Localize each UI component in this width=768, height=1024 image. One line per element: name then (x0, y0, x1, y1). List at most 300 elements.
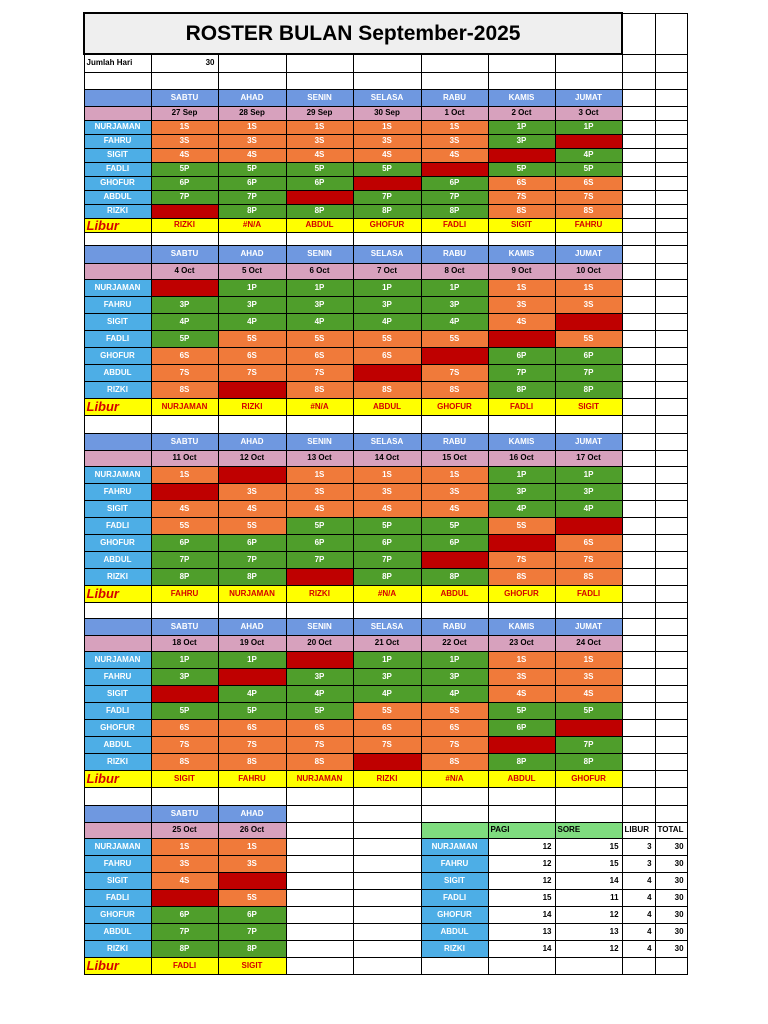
empty-cell (622, 585, 655, 602)
shift-cell: 8P (555, 753, 622, 770)
empty-cell (622, 279, 655, 296)
date-cell: 19 Oct (218, 635, 286, 651)
empty-cell (655, 279, 687, 296)
date-cell: 2 Oct (488, 106, 555, 120)
shift-cell: 3P (286, 296, 353, 313)
table-row (84, 838, 687, 855)
empty-cell (655, 176, 687, 190)
summary-total: 30 (655, 923, 687, 940)
date-cell: 7 Oct (353, 263, 421, 279)
empty-cell (622, 551, 655, 568)
empty-cell (655, 450, 687, 466)
empty-cell (655, 618, 687, 635)
shift-cell: 5P (286, 162, 353, 176)
shift-cell: 4P (353, 313, 421, 330)
shift-cell: 1P (218, 651, 286, 668)
libur-label: Libur (84, 770, 151, 787)
date-cell: 9 Oct (488, 263, 555, 279)
shift-cell: 8P (151, 940, 218, 957)
summary-libur: 4 (622, 872, 655, 889)
date-cell: 28 Sep (218, 106, 286, 120)
summary-sore: 12 (555, 906, 622, 923)
empty-cell (286, 855, 353, 872)
summary-libur: 4 (622, 906, 655, 923)
day-header: SENIN (286, 618, 353, 635)
empty-cell (421, 415, 488, 433)
staff-name: SIGIT (84, 148, 151, 162)
table-row (84, 923, 687, 940)
empty-cell (655, 517, 687, 534)
empty-cell (353, 872, 421, 889)
staff-name: NURJAMAN (84, 838, 151, 855)
shift-cell: 3S (353, 483, 421, 500)
off-cell (421, 551, 488, 568)
off-cell (555, 313, 622, 330)
empty-cell (286, 923, 353, 940)
empty-cell (488, 787, 555, 805)
empty-cell (655, 702, 687, 719)
shift-cell: 6S (151, 719, 218, 736)
empty-cell (286, 940, 353, 957)
shift-cell: 3P (286, 668, 353, 685)
staff-name: FADLI (84, 162, 151, 176)
shift-cell: 5S (218, 517, 286, 534)
libur-label: Libur (84, 957, 151, 974)
table-row (84, 685, 687, 702)
empty-cell (421, 232, 488, 245)
empty-cell (622, 162, 655, 176)
empty-cell (84, 415, 151, 433)
staff-name: FAHRU (84, 855, 151, 872)
shift-cell: 1P (218, 279, 286, 296)
summary-pagi: 12 (488, 838, 555, 855)
empty-cell (286, 906, 353, 923)
day-header-row (84, 245, 687, 263)
empty-cell (655, 54, 687, 72)
empty-cell (622, 218, 655, 232)
libur-label: Libur (84, 585, 151, 602)
shift-cell: 8P (555, 381, 622, 398)
empty-cell (655, 120, 687, 134)
day-header: SABTU (151, 433, 218, 450)
day-header: SABTU (151, 245, 218, 263)
empty-cell (655, 134, 687, 148)
empty-cell (655, 263, 687, 279)
off-cell (421, 162, 488, 176)
summary-sore: 13 (555, 923, 622, 940)
table-row (84, 668, 687, 685)
empty-cell (622, 232, 655, 245)
shift-cell: 1P (488, 466, 555, 483)
staff-name: FAHRU (84, 483, 151, 500)
day-header-row (84, 433, 687, 450)
shift-cell: 8S (218, 753, 286, 770)
date-cell: 12 Oct (218, 450, 286, 466)
staff-name: SIGIT (84, 500, 151, 517)
libur-cell: FADLI (421, 218, 488, 232)
shift-cell: 1S (555, 279, 622, 296)
shift-cell: 3S (218, 483, 286, 500)
libur-cell: #N/A (286, 398, 353, 415)
shift-cell: 1S (151, 838, 218, 855)
summary-header-libur: LIBUR (622, 822, 655, 838)
off-cell (488, 330, 555, 347)
shift-cell: 1P (555, 120, 622, 134)
shift-cell: 3S (421, 483, 488, 500)
shift-cell: 4P (286, 685, 353, 702)
date-cell: 24 Oct (555, 635, 622, 651)
table-row (84, 500, 687, 517)
shift-cell: 5S (421, 330, 488, 347)
shift-cell: 5S (353, 330, 421, 347)
empty-cell (655, 551, 687, 568)
shift-cell: 7P (218, 190, 286, 204)
shift-cell: 1P (488, 120, 555, 134)
date-cell: 8 Oct (421, 263, 488, 279)
table-row (84, 364, 687, 381)
libur-cell: FADLI (488, 398, 555, 415)
shift-cell: 4S (151, 148, 218, 162)
shift-cell: 4S (218, 148, 286, 162)
empty-cell (353, 889, 421, 906)
empty-cell (622, 54, 655, 72)
shift-cell: 5P (286, 702, 353, 719)
shift-cell: 8S (488, 568, 555, 585)
libur-cell: ABDUL (286, 218, 353, 232)
shift-cell: 4S (151, 872, 218, 889)
empty-cell (622, 787, 655, 805)
summary-header-pagi: PAGI (488, 822, 555, 838)
shift-cell: 6S (151, 347, 218, 364)
empty-cell (655, 568, 687, 585)
empty-cell (655, 635, 687, 651)
date-cell: 26 Oct (218, 822, 286, 838)
date-cell: 25 Oct (151, 822, 218, 838)
shift-cell: 8P (421, 204, 488, 218)
empty-cell (286, 957, 353, 974)
shift-cell: 5S (488, 517, 555, 534)
empty-cell (622, 313, 655, 330)
off-cell (218, 381, 286, 398)
jumlah-hari-row (84, 54, 687, 72)
shift-cell: 7P (151, 551, 218, 568)
empty-cell (655, 313, 687, 330)
empty-cell (286, 838, 353, 855)
libur-cell: SIGIT (151, 770, 218, 787)
empty-cell (488, 72, 555, 89)
table-row (84, 534, 687, 551)
empty-cell (622, 805, 655, 822)
shift-cell: 7S (353, 736, 421, 753)
summary-name: GHOFUR (421, 906, 488, 923)
shift-cell: 3P (151, 668, 218, 685)
table-row (84, 381, 687, 398)
shift-cell: 6S (218, 347, 286, 364)
staff-name: RIZKI (84, 940, 151, 957)
staff-name: SIGIT (84, 685, 151, 702)
off-cell (151, 483, 218, 500)
shift-cell: 5P (151, 702, 218, 719)
staff-name: FAHRU (84, 134, 151, 148)
shift-cell: 3S (151, 134, 218, 148)
shift-cell: 6S (353, 719, 421, 736)
shift-cell: 1S (353, 120, 421, 134)
shift-cell: 3S (286, 483, 353, 500)
empty-cell (622, 13, 655, 54)
empty-cell (622, 398, 655, 415)
day-header: AHAD (218, 433, 286, 450)
table-row (84, 466, 687, 483)
shift-cell: 1P (421, 651, 488, 668)
empty-cell (622, 736, 655, 753)
shift-cell: 8S (555, 568, 622, 585)
libur-cell: SIGIT (555, 398, 622, 415)
table-row (84, 517, 687, 534)
empty-cell (353, 923, 421, 940)
shift-cell: 4P (353, 685, 421, 702)
shift-cell: 7P (151, 190, 218, 204)
off-cell (488, 148, 555, 162)
shift-cell: 6P (151, 906, 218, 923)
empty-cell (151, 72, 218, 89)
shift-cell: 6P (286, 176, 353, 190)
libur-cell: SIGIT (488, 218, 555, 232)
empty-cell (421, 787, 488, 805)
shift-cell: 5P (421, 517, 488, 534)
empty-cell (286, 415, 353, 433)
shift-cell: 7P (353, 551, 421, 568)
shift-cell: 1S (488, 651, 555, 668)
shift-cell: 1S (421, 466, 488, 483)
libur-cell: GHOFUR (353, 218, 421, 232)
empty-cell (286, 889, 353, 906)
shift-cell: 7S (488, 190, 555, 204)
date-cell: 4 Oct (151, 263, 218, 279)
shift-cell: 3P (151, 296, 218, 313)
date-row (84, 822, 687, 838)
table-row (84, 347, 687, 364)
empty-cell (622, 245, 655, 263)
shift-cell: 4S (488, 685, 555, 702)
shift-cell: 3P (488, 134, 555, 148)
date-cell: 18 Oct (151, 635, 218, 651)
spacer-row (84, 232, 687, 245)
libur-cell: FADLI (555, 585, 622, 602)
empty-cell (84, 787, 151, 805)
shift-cell: 5P (555, 702, 622, 719)
empty-cell (353, 72, 421, 89)
libur-cell: GHOFUR (555, 770, 622, 787)
date-corner (84, 635, 151, 651)
empty-cell (555, 805, 622, 822)
date-cell: 3 Oct (555, 106, 622, 120)
shift-cell: 1S (421, 120, 488, 134)
shift-cell: 6P (218, 176, 286, 190)
table-row (84, 134, 687, 148)
day-header-row (84, 618, 687, 635)
empty-cell (655, 72, 687, 89)
table-row (84, 176, 687, 190)
table-row (84, 855, 687, 872)
libur-cell: GHOFUR (421, 398, 488, 415)
table-row (84, 906, 687, 923)
empty-cell (622, 534, 655, 551)
empty-cell (286, 822, 353, 838)
empty-cell (555, 602, 622, 618)
date-cell: 17 Oct (555, 450, 622, 466)
empty-cell (218, 232, 286, 245)
shift-cell: 4S (286, 148, 353, 162)
empty-cell (655, 232, 687, 245)
shift-cell: 5S (353, 702, 421, 719)
table-row (84, 702, 687, 719)
staff-name: RIZKI (84, 753, 151, 770)
staff-name: NURJAMAN (84, 279, 151, 296)
day-header-corner (84, 805, 151, 822)
day-header: JUMAT (555, 618, 622, 635)
summary-libur: 4 (622, 940, 655, 957)
day-header: KAMIS (488, 245, 555, 263)
empty-cell (655, 89, 687, 106)
empty-cell (218, 787, 286, 805)
empty-cell (655, 500, 687, 517)
shift-cell: 6S (353, 347, 421, 364)
day-header: AHAD (218, 618, 286, 635)
shift-cell: 3P (353, 668, 421, 685)
empty-cell (286, 54, 353, 72)
shift-cell: 5P (353, 517, 421, 534)
empty-cell (655, 13, 687, 54)
staff-name: ABDUL (84, 190, 151, 204)
shift-cell: 7P (555, 736, 622, 753)
day-header: JUMAT (555, 89, 622, 106)
shift-cell: 3P (218, 296, 286, 313)
empty-cell (151, 787, 218, 805)
shift-cell: 4S (488, 313, 555, 330)
libur-cell: RIZKI (218, 398, 286, 415)
shift-cell: 4S (353, 148, 421, 162)
empty-cell (622, 651, 655, 668)
empty-cell (655, 398, 687, 415)
date-cell: 6 Oct (286, 263, 353, 279)
empty-cell (622, 618, 655, 635)
empty-cell (555, 415, 622, 433)
day-header: KAMIS (488, 89, 555, 106)
summary-total: 30 (655, 889, 687, 906)
libur-cell: SIGIT (218, 957, 286, 974)
shift-cell: 3S (353, 134, 421, 148)
empty-cell (353, 822, 421, 838)
shift-cell: 7P (421, 190, 488, 204)
empty-cell (655, 190, 687, 204)
shift-cell: 6S (555, 176, 622, 190)
empty-cell (622, 89, 655, 106)
empty-cell (151, 232, 218, 245)
empty-cell (622, 120, 655, 134)
shift-cell: 1S (151, 120, 218, 134)
shift-cell: 4P (555, 500, 622, 517)
shift-cell: 5P (488, 702, 555, 719)
libur-row (84, 218, 687, 232)
shift-cell: 4S (421, 148, 488, 162)
shift-cell: 8S (421, 381, 488, 398)
shift-cell: 3S (488, 668, 555, 685)
shift-cell: 1P (151, 651, 218, 668)
empty-cell (353, 957, 421, 974)
summary-name: RIZKI (421, 940, 488, 957)
libur-cell: ABDUL (488, 770, 555, 787)
day-header: AHAD (218, 805, 286, 822)
empty-cell (622, 330, 655, 347)
table-row (84, 568, 687, 585)
table-row (84, 296, 687, 313)
shift-cell: 8P (353, 204, 421, 218)
empty-cell (622, 263, 655, 279)
empty-cell (353, 232, 421, 245)
date-cell: 20 Oct (286, 635, 353, 651)
empty-cell (622, 134, 655, 148)
shift-cell: 7S (421, 364, 488, 381)
shift-cell: 6S (286, 719, 353, 736)
day-header: SELASA (353, 89, 421, 106)
summary-header-sore: SORE (555, 822, 622, 838)
empty-cell (353, 602, 421, 618)
empty-cell (286, 232, 353, 245)
empty-cell (353, 838, 421, 855)
empty-cell (655, 602, 687, 618)
empty-cell (622, 668, 655, 685)
empty-cell (655, 347, 687, 364)
empty-cell (622, 415, 655, 433)
shift-cell: 4P (421, 313, 488, 330)
shift-cell: 7P (286, 551, 353, 568)
shift-cell: 8P (151, 568, 218, 585)
shift-cell: 4P (286, 313, 353, 330)
off-cell (353, 753, 421, 770)
day-header-corner (84, 618, 151, 635)
libur-cell: RIZKI (286, 585, 353, 602)
shift-cell: 5S (218, 330, 286, 347)
date-cell: 29 Sep (286, 106, 353, 120)
empty-cell (421, 602, 488, 618)
date-cell: 21 Oct (353, 635, 421, 651)
shift-cell: 1S (218, 120, 286, 134)
shift-cell: 5S (218, 889, 286, 906)
shift-cell: 6S (286, 347, 353, 364)
empty-cell (622, 204, 655, 218)
staff-name: GHOFUR (84, 176, 151, 190)
off-cell (286, 190, 353, 204)
libur-cell: NURJAMAN (151, 398, 218, 415)
empty-cell (555, 232, 622, 245)
summary-libur: 4 (622, 889, 655, 906)
day-header: SENIN (286, 89, 353, 106)
empty-cell (622, 602, 655, 618)
date-row (84, 450, 687, 466)
empty-cell (622, 364, 655, 381)
table-row (84, 148, 687, 162)
day-header: AHAD (218, 245, 286, 263)
table-row (84, 120, 687, 134)
shift-cell: 6S (555, 534, 622, 551)
shift-cell: 8S (353, 381, 421, 398)
staff-name: SIGIT (84, 872, 151, 889)
shift-cell: 7P (151, 923, 218, 940)
date-cell: 15 Oct (421, 450, 488, 466)
day-header: JUMAT (555, 245, 622, 263)
empty-cell (421, 72, 488, 89)
off-cell (151, 204, 218, 218)
